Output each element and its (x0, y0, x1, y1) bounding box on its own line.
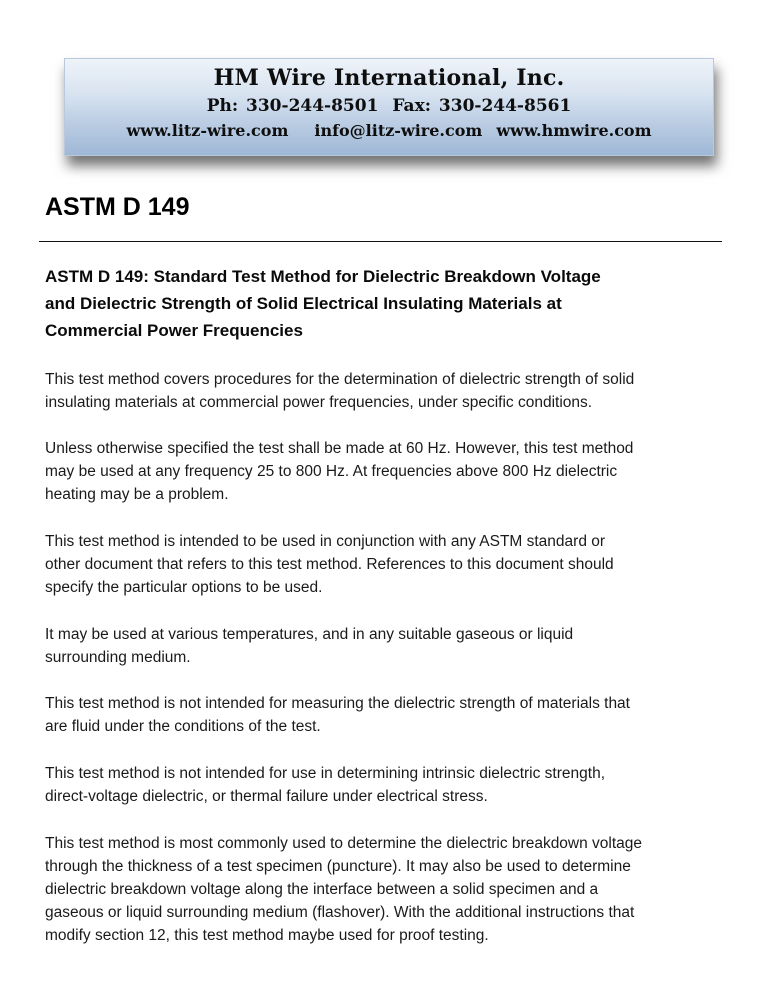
body-paragraph: Unless otherwise specified the test shall be made at 60 Hz. However, this test method may be used at any frequency 25 to 800 Hz. At frequencies above 800 Hz dielectric heating may be a problem. (45, 440, 634, 503)
fax-number: Fax: 330-244-8561 (392, 96, 572, 116)
body-paragraph: This test method is not intended for use in determining intrinsic dielectric strength, direct-voltage dielectric, or thermal failure under electrical stress. (45, 765, 605, 805)
body-paragraph: This test method is intended to be used in conjunction with any ASTM standard or other document that refers to this test method. References to this document should specify the particular options to be used. (45, 533, 614, 596)
body-paragraph: This test method is most commonly used to determine the dielectric breakdown voltage through the thickness of a test specimen (puncture). It may also be used to determine dielectric breakdown voltage along the interface between a solid specimen and a gaseous or liquid surrounding medium (flashover). With the additional instructions that modify section 12, this test method maybe used for proof testing. (45, 835, 643, 944)
company-banner (64, 58, 714, 156)
section-heading: ASTM D 149: Standard Test Method for Dielectric Breakdown Voltage and Dielectric Strength of Solid Electrical Insulating Materials at Commercial Power Frequencies (45, 267, 601, 340)
body-paragraph: This test method is not intended for measuring the dielectric strength of materials that are fluid under the conditions of the test. (45, 695, 630, 735)
website-hmwire-link[interactable]: www.hmwire.com (496, 121, 652, 140)
body-paragraph: This test method covers procedures for the determination of dielectric strength of solid insulating materials at commercial power frequencies, under specific conditions. (45, 371, 635, 411)
body-paragraph: It may be used at various temperatures, and in any suitable gaseous or liquid surrounding medium. (45, 626, 574, 666)
title-divider (39, 241, 722, 242)
phone-number: Ph: 330-244-8501 (206, 96, 379, 116)
company-name: HM Wire International, Inc. (213, 65, 565, 91)
web-contacts (65, 121, 713, 140)
document-title: ASTM D 149 (45, 193, 190, 221)
contact-numbers (65, 96, 713, 116)
website-litz-wire-link[interactable]: www.litz-wire.com (126, 121, 289, 140)
email-link[interactable]: info@litz-wire.com (314, 121, 483, 140)
